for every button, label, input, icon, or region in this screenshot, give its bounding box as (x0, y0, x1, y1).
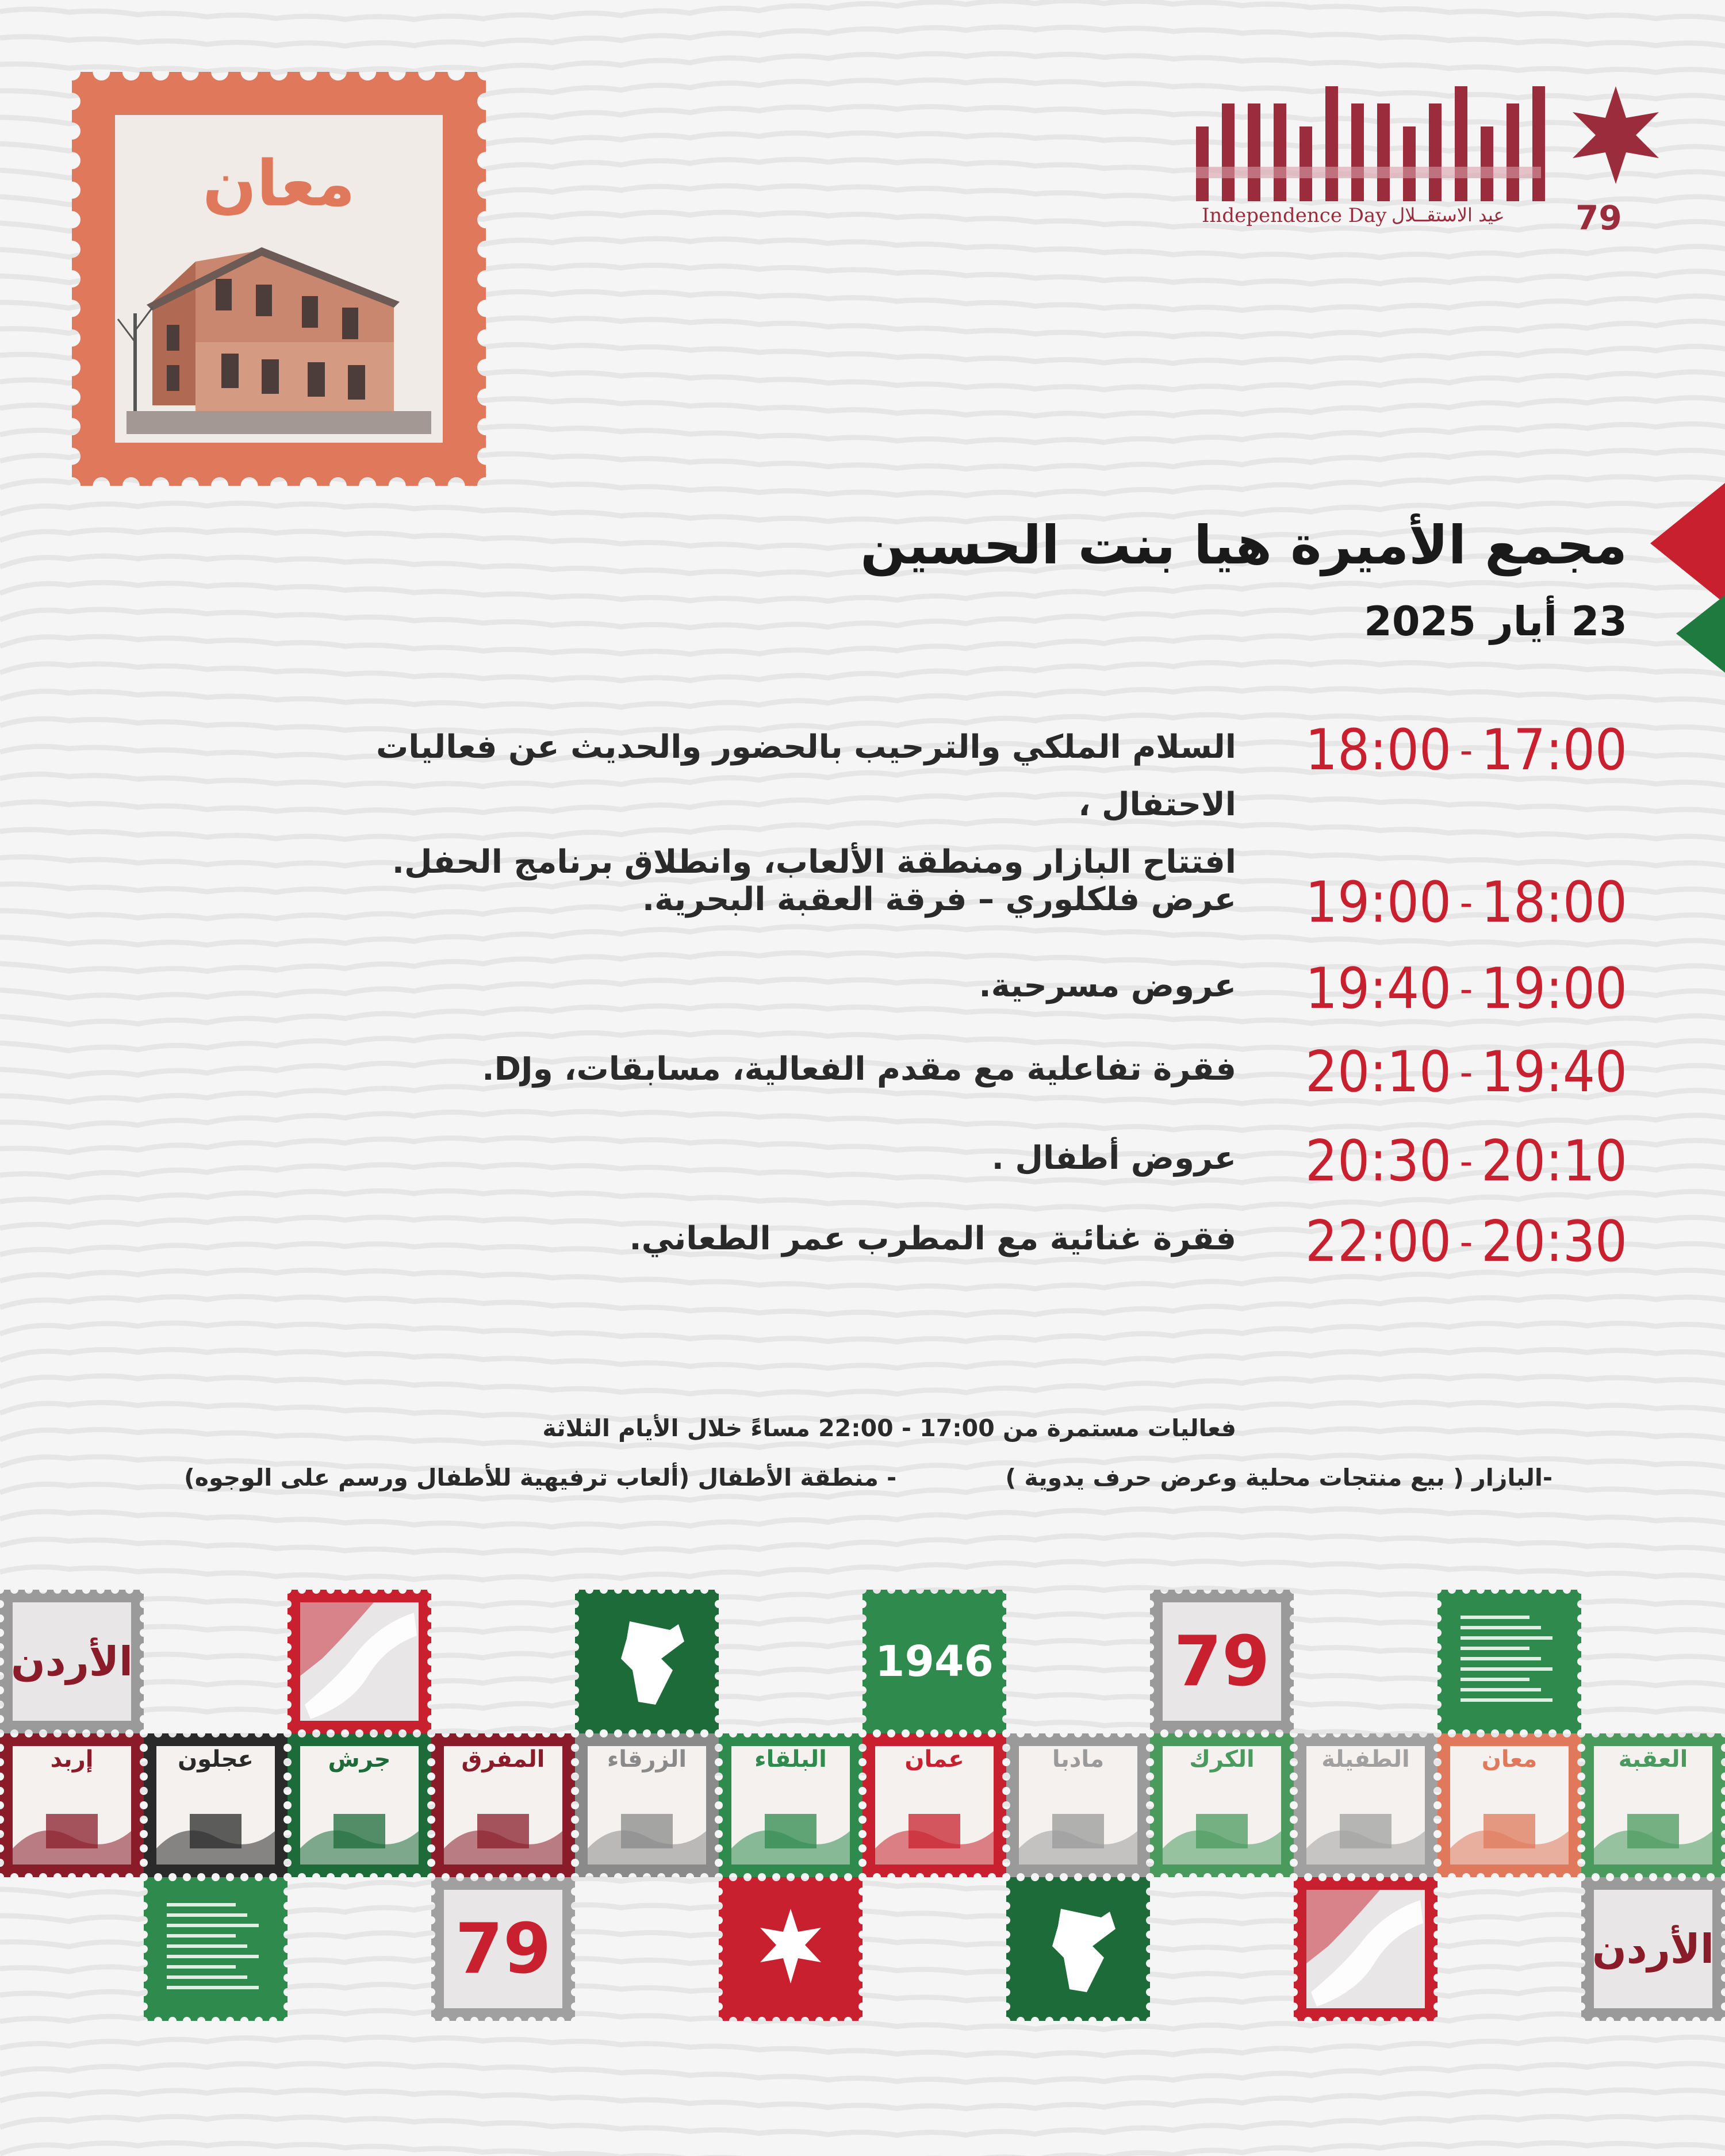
time-separator: - (1459, 1218, 1473, 1265)
text-stamp (1581, 1877, 1725, 2021)
notes-continuous: فعاليات مستمرة من 17:00 - 22:00 مساءً خلال الأيام الثلاثة (542, 1414, 1236, 1442)
end-time: 22:00 (1305, 1209, 1452, 1275)
city-stamp (1150, 1733, 1294, 1877)
time-separator: - (1459, 1049, 1473, 1096)
city-stamp-label: البلقاء (754, 1746, 827, 1773)
start-time: 18:00 (1481, 870, 1627, 935)
activity-description (259, 871, 1236, 929)
city-stamp-label: الطفيلة (1321, 1746, 1410, 1773)
start-time: 20:30 (1481, 1209, 1627, 1275)
activity-description (259, 1130, 1236, 1187)
time-range (1305, 871, 1627, 934)
end-time: 18:00 (1305, 718, 1452, 783)
time-separator: - (1459, 879, 1473, 926)
poem-stamp (1438, 1590, 1581, 1733)
activity-line: فقرة تفاعلية مع مقدم الفعالية، مسابقات، وDJ. (482, 1050, 1236, 1088)
city-stamp (431, 1733, 575, 1877)
activity-line: فقرة غنائية مع المطرب عمر الطعاني. (629, 1220, 1236, 1257)
time-separator: - (1459, 727, 1473, 774)
city-stamp (575, 1733, 719, 1877)
year-label: 1946 (875, 1637, 994, 1686)
note-kids-zone: - منطقة الأطفال (ألعاب ترفيهية للأطفال ورسم على الوجوه) (184, 1464, 897, 1491)
number-79-label: 79 (1174, 1621, 1270, 1702)
city-stamp-label: مادبا (1052, 1746, 1105, 1773)
activity-description (259, 1041, 1236, 1098)
time-separator: - (1459, 1138, 1473, 1185)
shemagh-stamp (288, 1590, 431, 1733)
year-stamp (862, 1590, 1006, 1733)
start-time: 17:00 (1481, 718, 1627, 783)
flag-triangles (1650, 483, 1725, 673)
city-stamp (0, 1733, 144, 1877)
logo-arabic-subtitle: عيد الاستقــلال (1392, 204, 1505, 226)
jordan-text-label: الأردن (1592, 1925, 1715, 1973)
city-stamp-label: الكرك (1189, 1746, 1255, 1773)
map-stamp (575, 1590, 719, 1733)
number-stamp (431, 1877, 575, 2021)
notes-activities (184, 1464, 1552, 1491)
activity-line: عرض فلكلوري – فرقة العقبة البحرية. (642, 881, 1236, 918)
jordan-text-label: الأردن (10, 1638, 133, 1685)
start-time: 19:00 (1481, 956, 1627, 1022)
time-separator: - (1459, 965, 1473, 1012)
city-stamp (862, 1733, 1006, 1877)
city-stamp-label: عجلون (178, 1746, 254, 1773)
activity-description (259, 1210, 1236, 1268)
activity-line: افتتاح البازار ومنطقة الألعاب، وانطلاق برنامج الحفل. (392, 843, 1236, 881)
activity-line: السلام الملكي والترحيب بالحضور والحديث عن فعاليات الاحتفال ، (376, 728, 1236, 823)
time-range (1305, 719, 1627, 782)
featured-stamp-label: معان (202, 147, 355, 220)
number-stamp (1150, 1590, 1294, 1733)
end-time: 20:10 (1305, 1039, 1452, 1105)
map-stamp (1006, 1877, 1150, 2021)
time-range (1305, 957, 1627, 1021)
time-range (1305, 1210, 1627, 1273)
event-date: 23 أيار 2025 (1364, 598, 1627, 645)
time-range (1305, 1041, 1627, 1104)
logo-english-subtitle: Independence Day (1202, 204, 1387, 227)
city-stamp-label: جرش (328, 1746, 391, 1773)
end-time: 19:00 (1305, 870, 1452, 935)
city-stamp (1294, 1733, 1438, 1877)
city-stamp-label: معان (1481, 1746, 1538, 1773)
city-stamp-label: المفرق (461, 1746, 545, 1773)
note-bazaar: -البازار ( بيع منتجات محلية وعرض حرف يدوية ) (1005, 1464, 1552, 1491)
activity-description (259, 719, 1236, 891)
shemagh-stamp (1294, 1877, 1438, 2021)
city-stamp (1581, 1733, 1725, 1877)
city-stamp (288, 1733, 431, 1877)
star-stamp (719, 1877, 862, 2021)
logo-number: 79 (1575, 198, 1622, 237)
city-stamp-label: الزرقاء (607, 1746, 687, 1773)
text-stamp (0, 1590, 144, 1733)
venue-title: مجمع الأميرة هيا بنت الحسين (860, 515, 1627, 576)
star-icon (1573, 86, 1659, 184)
city-stamp-label: العقبة (1618, 1746, 1688, 1773)
activity-line: عروض أطفال . (991, 1140, 1236, 1177)
activity-line: عروض مسرحية. (979, 967, 1236, 1004)
start-time: 19:40 (1481, 1039, 1627, 1105)
start-time: 20:10 (1481, 1129, 1627, 1194)
end-time: 20:30 (1305, 1129, 1452, 1194)
activity-description (259, 957, 1236, 1015)
city-stamp-label: عمان (904, 1746, 964, 1773)
city-stamp (1438, 1733, 1581, 1877)
poem-stamp (144, 1877, 288, 2021)
number-79-label: 79 (455, 1909, 551, 1989)
city-stamp (1006, 1733, 1150, 1877)
city-stamp (144, 1733, 288, 1877)
city-stamp (719, 1733, 862, 1877)
featured-stamp-maan (72, 72, 486, 486)
time-range (1305, 1130, 1627, 1193)
city-stamp-label: إربد (50, 1746, 94, 1773)
end-time: 19:40 (1305, 956, 1452, 1022)
